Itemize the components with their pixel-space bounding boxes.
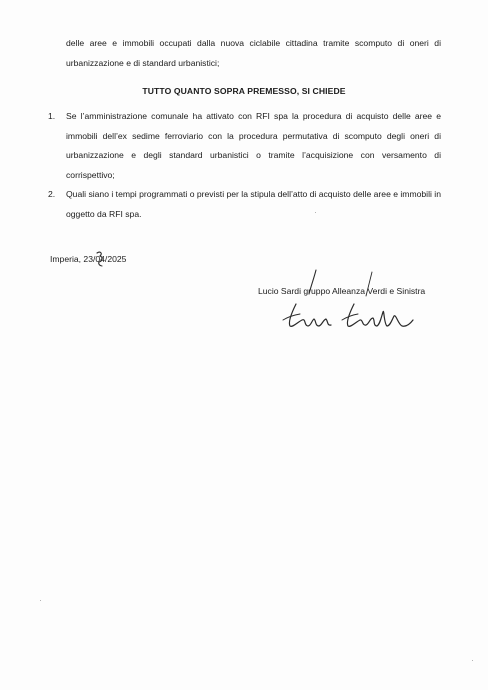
signer-name: Lucio Sardi gruppo Alleanza Verdi e Sinistra — [258, 286, 426, 296]
intro-paragraph: delle aree e immobili occupati dalla nuova ciclabile cittadina tramite scomputo di oneri di urbanizzazione e di standard urbanistici; — [66, 38, 441, 68]
handwritten-signature — [280, 268, 420, 348]
request-list — [48, 107, 441, 224]
list-item-number: 1. — [48, 111, 56, 121]
list-item — [48, 107, 441, 185]
scan-speck — [472, 660, 473, 661]
date-correction-mark — [93, 250, 107, 268]
list-item-text: Se l’amministrazione comunale ha attivato con RFI spa la procedura di acquisto delle aree e immobili dell’ex sedime ferroviario con la procedura permutativa di scomputo degli oneri di urbanizzazione e degli standard urbanistici o tramite l’acquisizione con versamento di corrispettivo; — [66, 111, 441, 180]
list-item-text: Quali siano i tempi programmati o previsti per la stipula dell’atto di acquisto delle aree e immobili in oggetto da RFI spa. — [66, 189, 441, 219]
list-item — [48, 185, 441, 224]
list-item-number: 2. — [48, 189, 56, 199]
scan-speck — [40, 600, 41, 601]
section-heading: TUTTO QUANTO SOPRA PREMESSO, SI CHIEDE — [142, 86, 346, 96]
place-date: Imperia, 23/04/2025 — [50, 254, 127, 264]
